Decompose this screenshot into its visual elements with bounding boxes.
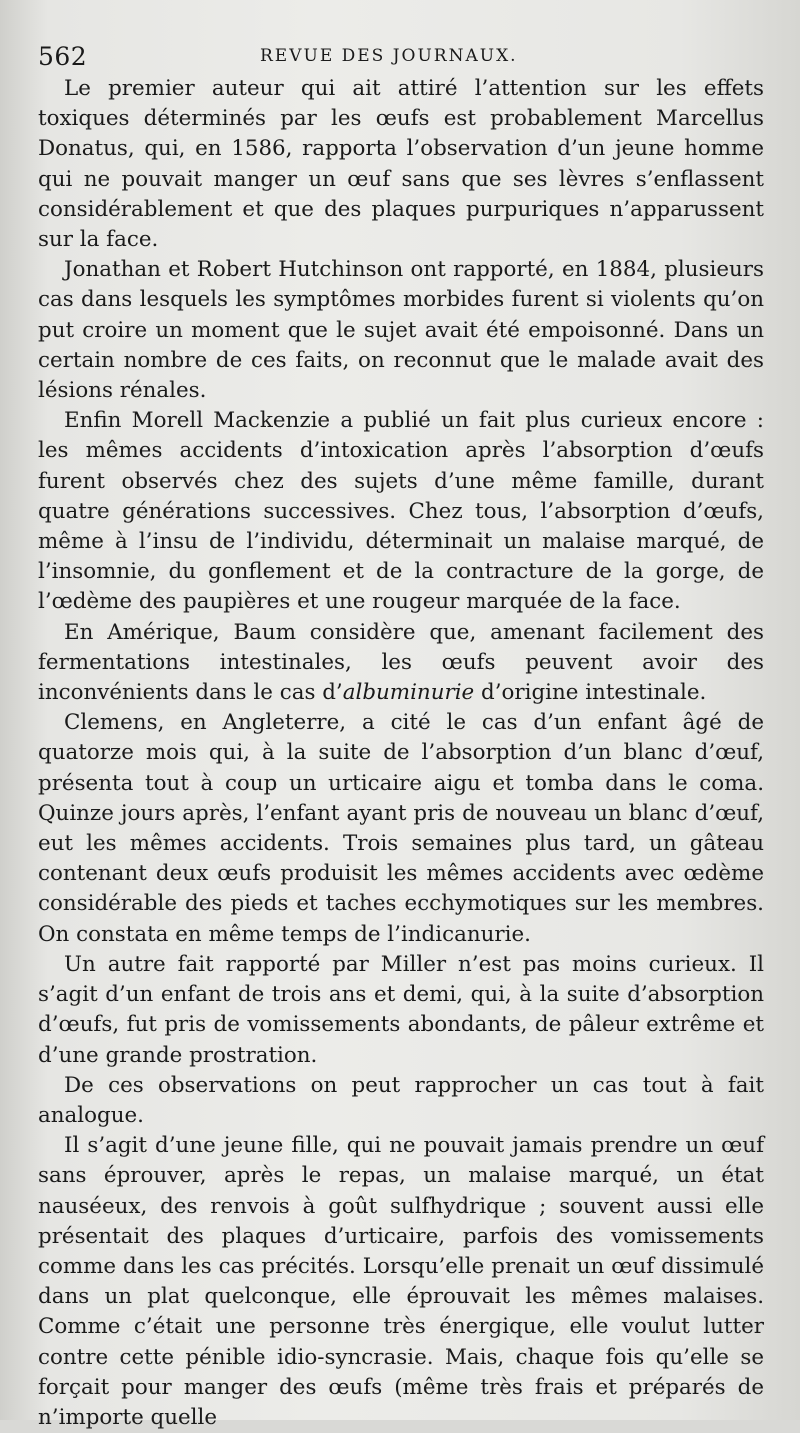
paragraph-baum-end: d’origine intestinale. bbox=[474, 680, 707, 706]
paragraph-baum-start: En Amérique, Baum considère que, amenant facilement des fermentations intestinales, les œufs peuvent avoir des inconvénients dans le cas d’ bbox=[38, 619, 764, 706]
page-header bbox=[38, 28, 764, 72]
page-number: 562 bbox=[38, 42, 88, 71]
paragraph-baum bbox=[38, 618, 764, 709]
paragraph-jeune-fille: Il s’agit d’une jeune fille, qui ne pouvait jamais prendre un œuf sans éprouver, après le repas, un malaise marqué, un état nauséeux, des renvois à goût sulfhydrique ; souvent aussi elle présentait des plaques d’urticaire, parfois des vomissements comme dans les cas précités. Lorsqu’elle prenait un œuf dissimulé dans un plat quelconque, elle éprouvait les mêmes malaises. Comme c’était une personne très énergique, elle voulut lutter contre cette pénible idio-syncrasie. Mais, chaque fois qu’elle se forçait pour manger des œufs (même très frais et préparés de n’importe quelle bbox=[38, 1133, 764, 1430]
paragraph-clemens: Clemens, en Angleterre, a cité le cas d’un enfant âgé de quatorze mois qui, à la suite de l’absorption d’un blanc d’œuf, présenta tout à coup un urticaire aigu et tomba dans le coma. Quinze jours après, l’enfant ayant pris de nouveau un blanc d’œuf, eut les mêmes accidents. Trois semaines plus tard, un gâteau contenant deux œufs produisit les mêmes accidents avec œdème considérable des pieds et taches ecchymotiques sur les membres. On constata en même temps de l’indicanurie. bbox=[38, 710, 764, 947]
running-head: REVUE DES JOURNAUX. bbox=[260, 46, 518, 66]
body-text bbox=[38, 74, 764, 1433]
paragraph-marcellus-donatus: Le premier auteur qui ait attiré l’attention sur les effets toxiques déterminés par les œufs est probablement Marcellus Donatus, qui, en 1586, rapporta l’observation d’un jeune homme qui ne pouvait manger un œuf sans que ses lèvres s’enflassent considérablement et que des plaques purpuriques n’apparussent sur la face. bbox=[38, 76, 764, 253]
italic-albuminurie: albuminurie bbox=[342, 680, 475, 706]
paragraph-morell-mackenzie: Enfin Morell Mackenzie a publié un fait plus curieux encore : les mêmes accidents d’intoxication après l’absorption d’œufs furent observés chez des sujets d’une même famille, durant quatre générations successives. Chez tous, l’absorption d’œufs, même à l’insu de l’individu, déterminait un malaise marqué, de l’insomnie, du gonflement et de la contracture de la gorge, de l’œdème des paupières et une rougeur marquée de la face. bbox=[38, 408, 764, 615]
paragraph-analogue: De ces observations on peut rapprocher un cas tout à fait analogue. bbox=[38, 1072, 764, 1128]
paragraph-miller: Un autre fait rapporté par Miller n’est pas moins curieux. Il s’agit d’un enfant de trois ans et demi, qui, à la suite d’absorption d’œufs, fut pris de vomissements abondants, de pâleur extrême et d’une grande prostration. bbox=[38, 951, 764, 1068]
paragraph-hutchinson: Jonathan et Robert Hutchinson ont rapporté, en 1884, plusieurs cas dans lesquels les symptômes morbides furent si violents qu’on put croire un moment que le sujet avait été empoisonné. Dans un certain nombre de ces faits, on reconnut que le malade avait des lésions rénales. bbox=[38, 257, 764, 404]
